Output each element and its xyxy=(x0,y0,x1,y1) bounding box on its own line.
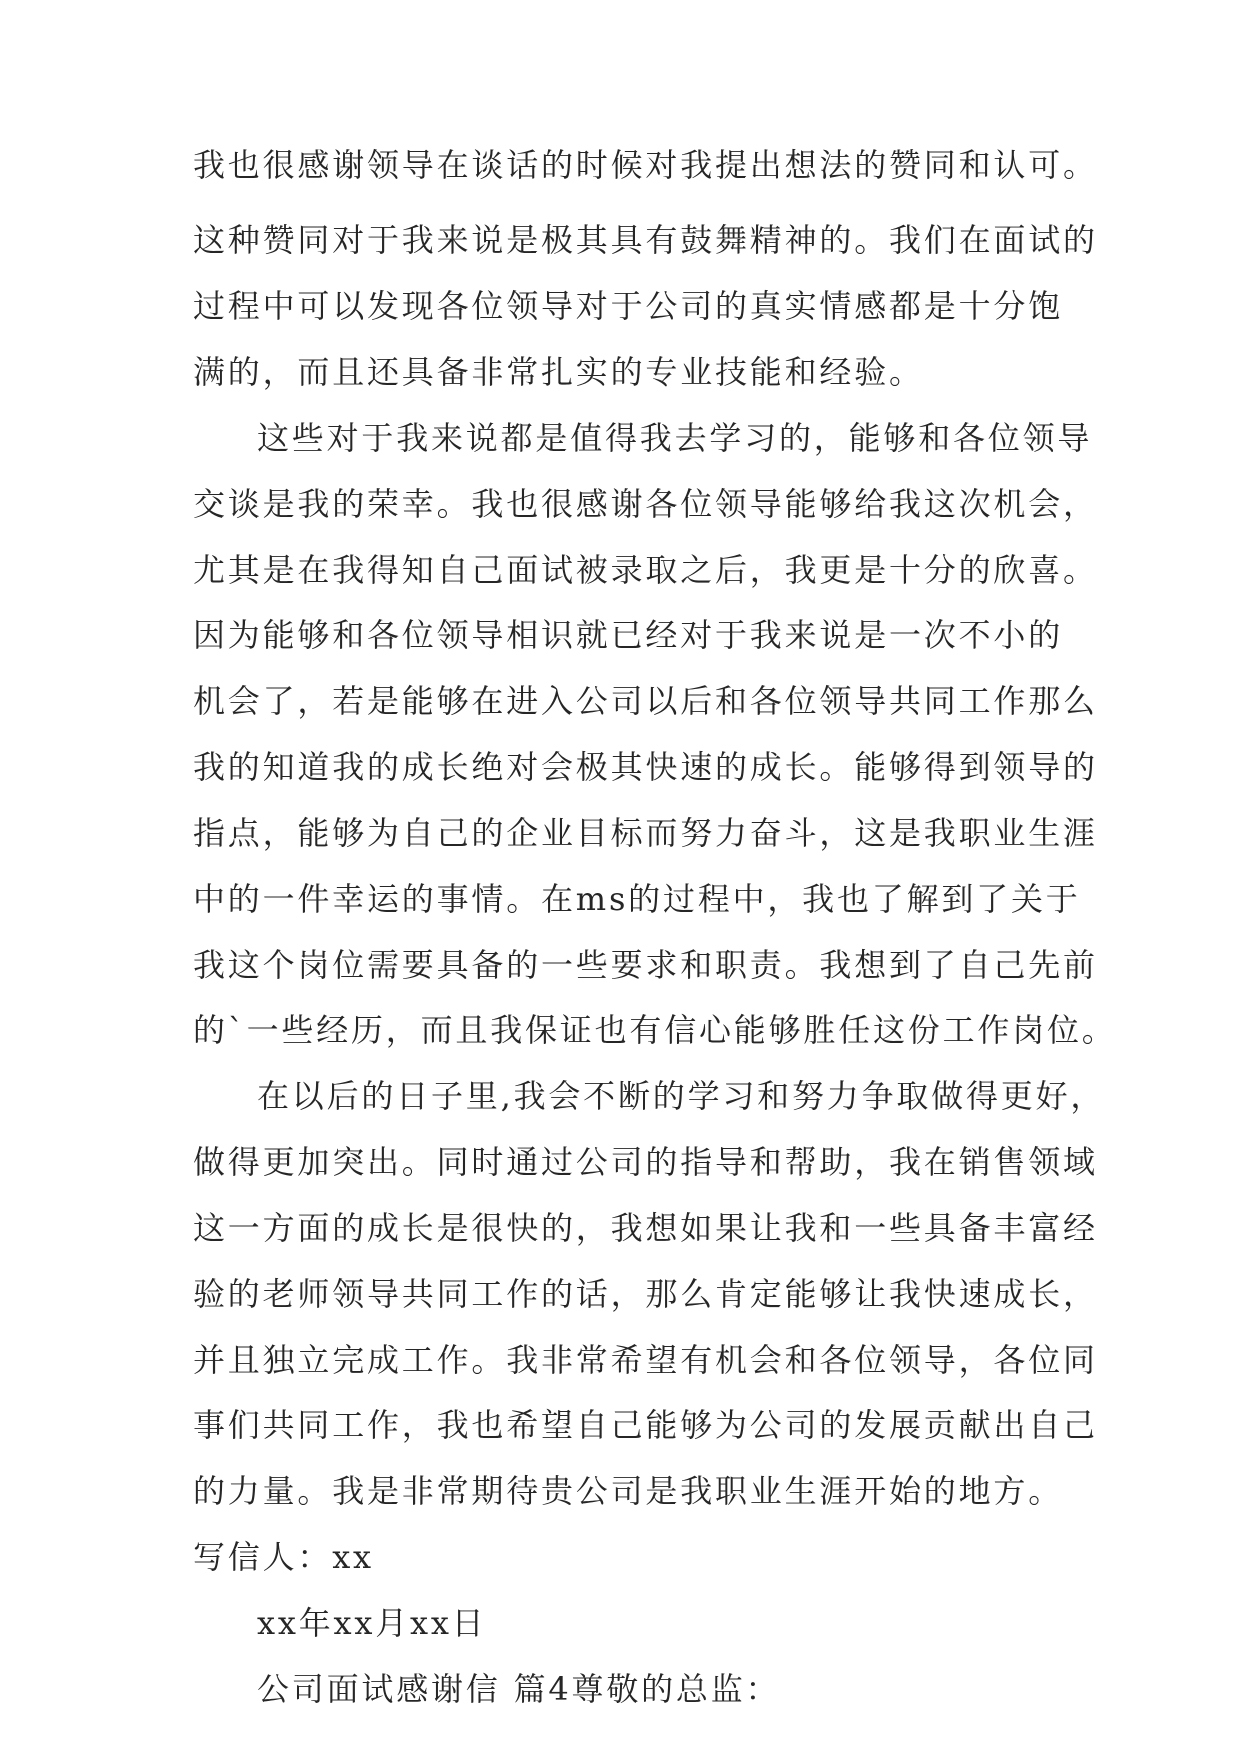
section-heading: 公司面试感谢信 篇4尊敬的总监： xyxy=(257,1670,781,1708)
text-line: 我这个岗位需要具备的一些要求和职责。我想到了自己先前 xyxy=(193,946,1098,984)
text-line: 交谈是我的荣幸。我也很感谢各位领导能够给我这次机会， xyxy=(193,485,1098,523)
paragraph-first-line: 这些对于我来说都是值得我去学习的，能够和各位领导 xyxy=(257,419,1093,457)
text-line: 的`一些经历，而且我保证也有信心能够胜任这份工作岗位。 xyxy=(193,1011,1117,1049)
text-line: 验的老师领导共同工作的话，那么肯定能够让我快速成长， xyxy=(193,1275,1098,1313)
text-line: 满的，而且还具备非常扎实的专业技能和经验。 xyxy=(193,353,924,391)
text-line: 我的知道我的成长绝对会极其快速的成长。能够得到领导的 xyxy=(193,748,1098,786)
text-line: 事们共同工作，我也希望自己能够为公司的发展贡献出自己 xyxy=(193,1406,1098,1444)
text-line: 中的一件幸运的事情。在ms的过程中，我也了解到了关于 xyxy=(193,880,1081,918)
text-line: 指点，能够为自己的企业目标而努力奋斗，这是我职业生涯 xyxy=(193,814,1098,852)
date-line: xx年xx月xx日 xyxy=(257,1604,487,1642)
text-line: 并且独立完成工作。我非常希望有机会和各位领导，各位同 xyxy=(193,1341,1098,1379)
text-line: 机会了，若是能够在进入公司以后和各位领导共同工作那么 xyxy=(193,682,1098,720)
text-line: 这种赞同对于我来说是极其具有鼓舞精神的。我们在面试的 xyxy=(193,221,1098,259)
text-line: 的力量。我是非常期待贵公司是我职业生涯开始的地方。 xyxy=(193,1472,1064,1510)
text-line: 尤其是在我得知自己面试被录取之后，我更是十分的欣喜。 xyxy=(193,551,1098,589)
text-line: 因为能够和各位领导相识就已经对于我来说是一次不小的 xyxy=(193,616,1064,654)
paragraph-first-line: 在以后的日子里,我会不断的学习和努力争取做得更好， xyxy=(257,1077,1106,1115)
text-line: 做得更加突出。同时通过公司的指导和帮助，我在销售领域 xyxy=(193,1143,1098,1181)
text-line: 过程中可以发现各位领导对于公司的真实情感都是十分饱 xyxy=(193,287,1064,325)
text-line: 我也很感谢领导在谈话的时候对我提出想法的赞同和认可。 xyxy=(193,146,1098,184)
signature-line: 写信人：xx xyxy=(193,1538,374,1576)
text-line: 这一方面的成长是很快的，我想如果让我和一些具备丰富经 xyxy=(193,1209,1098,1247)
